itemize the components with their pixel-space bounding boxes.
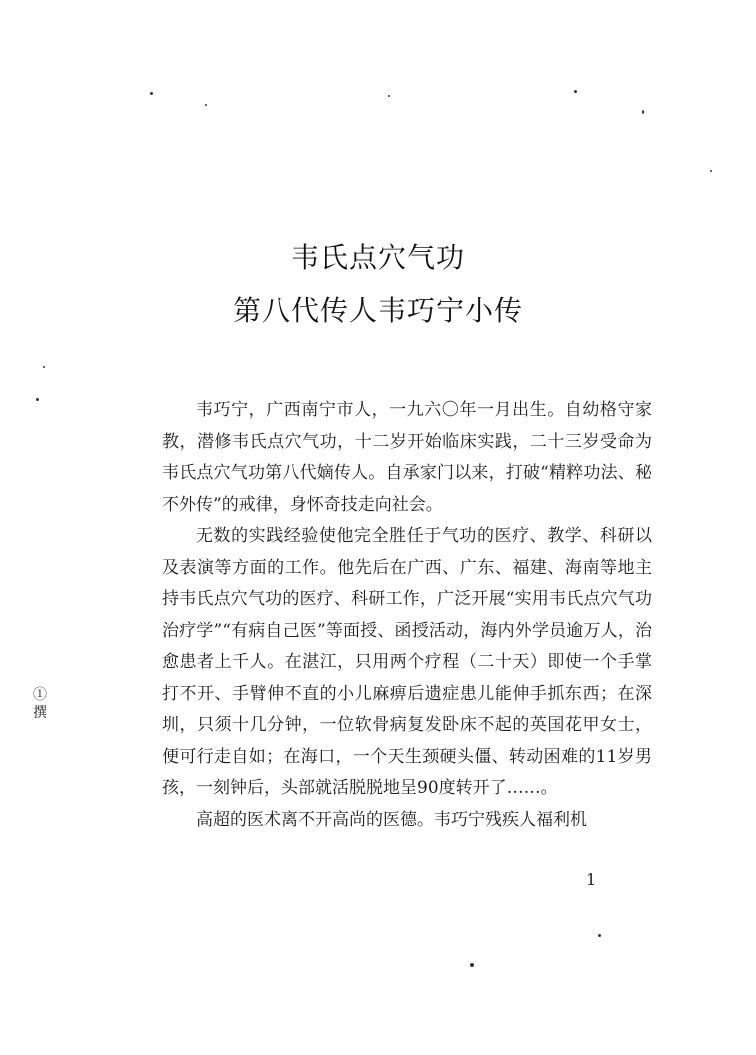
page-number: 1 xyxy=(586,870,597,889)
title-line-2: 第八代传人韦巧宁小传 xyxy=(232,294,523,327)
scan-speck xyxy=(710,170,712,172)
title-line-1: 韦氏点穴气功 xyxy=(290,241,465,274)
scan-speck xyxy=(43,366,45,368)
body-text xyxy=(162,395,652,836)
scan-speck xyxy=(205,104,207,106)
scan-speck xyxy=(642,110,644,114)
scan-speck xyxy=(150,92,153,95)
paragraph-2: 无数的实践经验使他完全胜任于气功的医疗、教学、科研以及表演等方面的工作。他先后在广西、广东、福建、海南等地主持韦氏点穴气功的医疗、科研工作，广泛开展“实用韦氏点穴气功治疗学”“有病自己医”等面授、函授活动，海内外学员逾万人，治愈患者上千人。在湛江，只用两个疗程（二十天）即使一个手掌打不开、手臂伸不直的小儿麻痹后遗症患儿能伸手抓东西；在深圳，只须十几分钟，一位软骨病复发卧床不起的英国花甲女士，便可行走自如；在海口，一个天生颈硬头僵、转动困难的11岁男孩，一刻钟后，头部就活脱脱地呈90度转开了……。 xyxy=(162,526,652,798)
paragraph-3: 高超的医术离不开高尚的医德。韦巧宁残疾人福利机 xyxy=(196,809,587,830)
margin-note: ①撰 xyxy=(33,687,47,721)
scan-speck xyxy=(574,90,577,93)
paragraph-1: 韦巧宁，广西南宁市人，一九六〇年一月出生。自幼格守家教，潜修韦氏点穴气功，十二岁开始临床实践，二十三岁受命为韦氏点穴气功第八代嫡传人。自承家门以来，打破“精粹功法、秘不外传”的戒律，身怀奇技走向社会。 xyxy=(162,400,652,515)
scan-speck xyxy=(470,963,474,967)
scan-speck xyxy=(36,398,39,401)
scan-speck xyxy=(388,95,390,97)
scan-speck xyxy=(598,934,601,937)
